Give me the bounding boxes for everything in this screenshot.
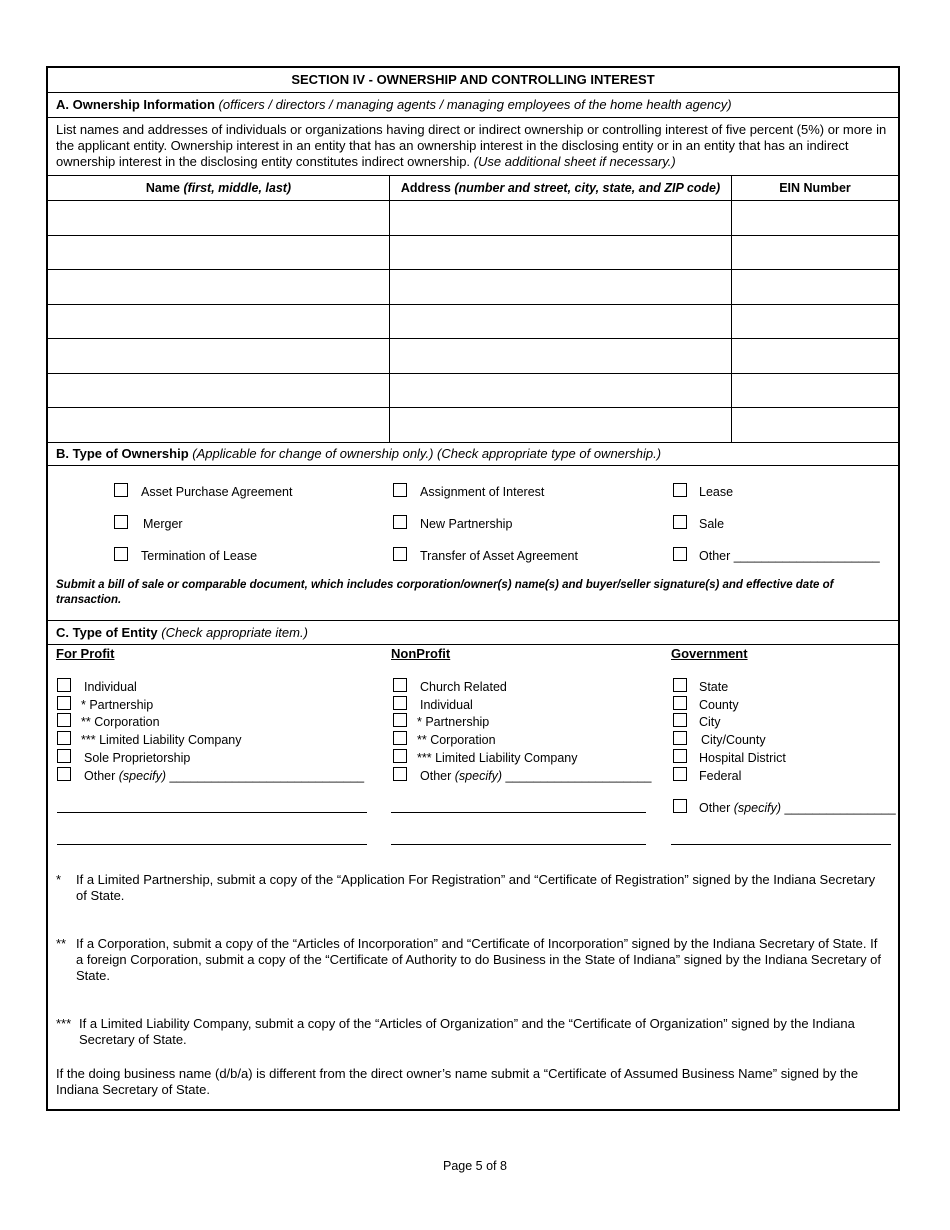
option-label: Termination of Lease [141, 549, 258, 563]
part-c-header [48, 621, 898, 645]
checkbox-np-partnership[interactable] [393, 713, 407, 727]
np-specify-line[interactable] [391, 812, 646, 813]
np-specify-line[interactable] [391, 844, 646, 845]
part-a-label: A. Ownership Information [56, 97, 215, 112]
option-label: Merger [143, 517, 183, 531]
fp-specify-line[interactable] [57, 844, 367, 845]
checkbox-fp-sole-proprietorship[interactable] [57, 749, 71, 763]
part-a-header [48, 93, 898, 118]
table-row[interactable] [48, 339, 898, 374]
option-label: Asset Purchase Agreement [141, 485, 293, 499]
part-c-note: (Check appropriate item.) [161, 625, 308, 640]
np-other-label[interactable]: Other (specify) _____________________ [420, 769, 652, 783]
checkbox-np-church-related[interactable] [393, 678, 407, 692]
option-label: Sale [699, 517, 725, 531]
footnote-2: If a Corporation, submit a copy of the “Articles of Incorporation” and “Certificate of Incorporation” signed by the Indiana Secretary of State. If a foreign Corporation, submit a copy of the “Certificate of Authority to do Business in the State of Indiana” signed by the Indiana Secretary of State. [76, 936, 882, 983]
checkbox-gov-state[interactable] [673, 678, 687, 692]
for-profit-heading: For Profit [56, 646, 115, 661]
checkbox-new-partnership[interactable] [393, 515, 407, 529]
ownership-form [46, 66, 900, 1111]
checkbox-np-corporation[interactable] [393, 731, 407, 745]
checkbox-np-llc[interactable] [393, 749, 407, 763]
footnote-1-mark: * [56, 872, 62, 887]
submit-note: Submit a bill of sale or comparable document, which includes corporation/owner(s) name(s) and buyer/seller signature(s) and effective date of transaction. [56, 579, 834, 606]
table-row[interactable] [48, 374, 898, 408]
page-number: Page 5 of 8 [443, 1159, 507, 1173]
part-a-note: (officers / directors / managing agents / managing employees of the home health agency) [218, 97, 732, 112]
column-divider [731, 176, 732, 443]
checkbox-gov-hospital-district[interactable] [673, 749, 687, 763]
fp-other-label[interactable]: Other (specify) ____________________________ [84, 769, 365, 783]
part-b-body [48, 466, 898, 621]
checkbox-gov-federal[interactable] [673, 767, 687, 781]
part-c-body [48, 645, 898, 1111]
checkbox-fp-individual[interactable] [57, 678, 71, 692]
footnote-3-mark: *** [56, 1016, 72, 1031]
gov-item: State [699, 680, 729, 694]
part-b-header [48, 443, 898, 466]
fp-item: * Partnership [81, 698, 154, 712]
part-b-note: (Applicable for change of ownership only.) (Check appropriate type of ownership.) [192, 446, 662, 461]
checkbox-np-other[interactable] [393, 767, 407, 781]
instructions-text: List names and addresses of individuals or organizations having direct or indirect ownership or controlling interest of five percent (5%) or more in the applicant entity. Ownership interest in an entity that has an ownership interest in the disclosing entity or in an entity that has an indirect ownership interest in the disclosing entity constitutes indirect ownership. [56, 122, 887, 169]
checkbox-termination-of-lease[interactable] [114, 547, 128, 561]
np-item: Individual [420, 698, 473, 712]
part-c-label: C. Type of Entity [56, 625, 158, 640]
col-address-header: Address (number and street, city, state, and ZIP code) [400, 181, 721, 195]
col-name-header: Name (first, middle, last) [145, 181, 292, 195]
checkbox-gov-city-county[interactable] [673, 731, 687, 745]
table-row[interactable] [48, 236, 898, 270]
table-row[interactable] [48, 305, 898, 339]
option-label: Lease [699, 485, 734, 499]
gov-item: County [699, 698, 739, 712]
checkbox-np-individual[interactable] [393, 696, 407, 710]
fp-item: ** Corporation [81, 715, 160, 729]
table-row[interactable] [48, 408, 898, 443]
gov-item: City/County [701, 733, 766, 747]
gov-item: Federal [699, 769, 742, 783]
checkbox-gov-city[interactable] [673, 713, 687, 727]
np-item: *** Limited Liability Company [417, 751, 578, 765]
option-label: Assignment of Interest [420, 485, 545, 499]
checkbox-fp-other[interactable] [57, 767, 71, 781]
checkbox-fp-llc[interactable] [57, 731, 71, 745]
footnote-1: If a Limited Partnership, submit a copy of the “Application For Registration” and “Certificate of Registration” signed by the Indiana Secretary of State. [76, 872, 876, 903]
checkbox-lease[interactable] [673, 483, 687, 497]
option-label: New Partnership [420, 517, 513, 531]
checkbox-transfer-of-asset[interactable] [393, 547, 407, 561]
fp-specify-line[interactable] [57, 812, 367, 813]
section-title-row [48, 68, 898, 93]
checkbox-asset-purchase[interactable] [114, 483, 128, 497]
nonprofit-heading: NonProfit [391, 646, 451, 661]
fp-item: Individual [84, 680, 137, 694]
government-heading: Government [671, 646, 748, 661]
instructions-note: (Use additional sheet if necessary.) [473, 154, 676, 169]
checkbox-sale[interactable] [673, 515, 687, 529]
np-item: * Partnership [417, 715, 490, 729]
gov-item: City [699, 715, 721, 729]
table-row[interactable] [48, 201, 898, 236]
checkbox-fp-corporation[interactable] [57, 713, 71, 727]
dba-note: If the doing business name (d/b/a) is different from the direct owner’s name submit a “Certificate of Assumed Business Name” signed by the Indiana Secretary of State. [56, 1066, 859, 1097]
np-item: ** Corporation [417, 733, 496, 747]
checkbox-fp-partnership[interactable] [57, 696, 71, 710]
option-label: Transfer of Asset Agreement [420, 549, 578, 563]
checkbox-other-ownership[interactable] [673, 547, 687, 561]
part-b-label: B. Type of Ownership [56, 446, 189, 461]
column-divider [389, 176, 390, 443]
footnote-2-mark: ** [56, 936, 67, 951]
checkbox-gov-other[interactable] [673, 799, 687, 813]
footnote-3: If a Limited Liability Company, submit a copy of the “Articles of Organization” and the “Certificate of Organization” signed by the Indiana Secretary of State. [79, 1016, 855, 1047]
table-row[interactable] [48, 270, 898, 305]
section-title: SECTION IV - OWNERSHIP AND CONTROLLING INTEREST [291, 72, 655, 87]
gov-other-label[interactable]: Other (specify) ________________ [699, 801, 896, 815]
owner-table-header [48, 176, 898, 201]
np-item: Church Related [420, 680, 507, 694]
checkbox-assignment-of-interest[interactable] [393, 483, 407, 497]
option-label-other[interactable]: Other _____________________ [699, 549, 880, 563]
fp-item: *** Limited Liability Company [81, 733, 242, 747]
checkbox-gov-county[interactable] [673, 696, 687, 710]
gov-specify-line[interactable] [671, 844, 891, 845]
gov-item: Hospital District [699, 751, 786, 765]
part-a-instructions [48, 118, 898, 176]
fp-item: Sole Proprietorship [84, 751, 191, 765]
checkbox-merger[interactable] [114, 515, 128, 529]
col-ein-header: EIN Number [779, 181, 851, 195]
